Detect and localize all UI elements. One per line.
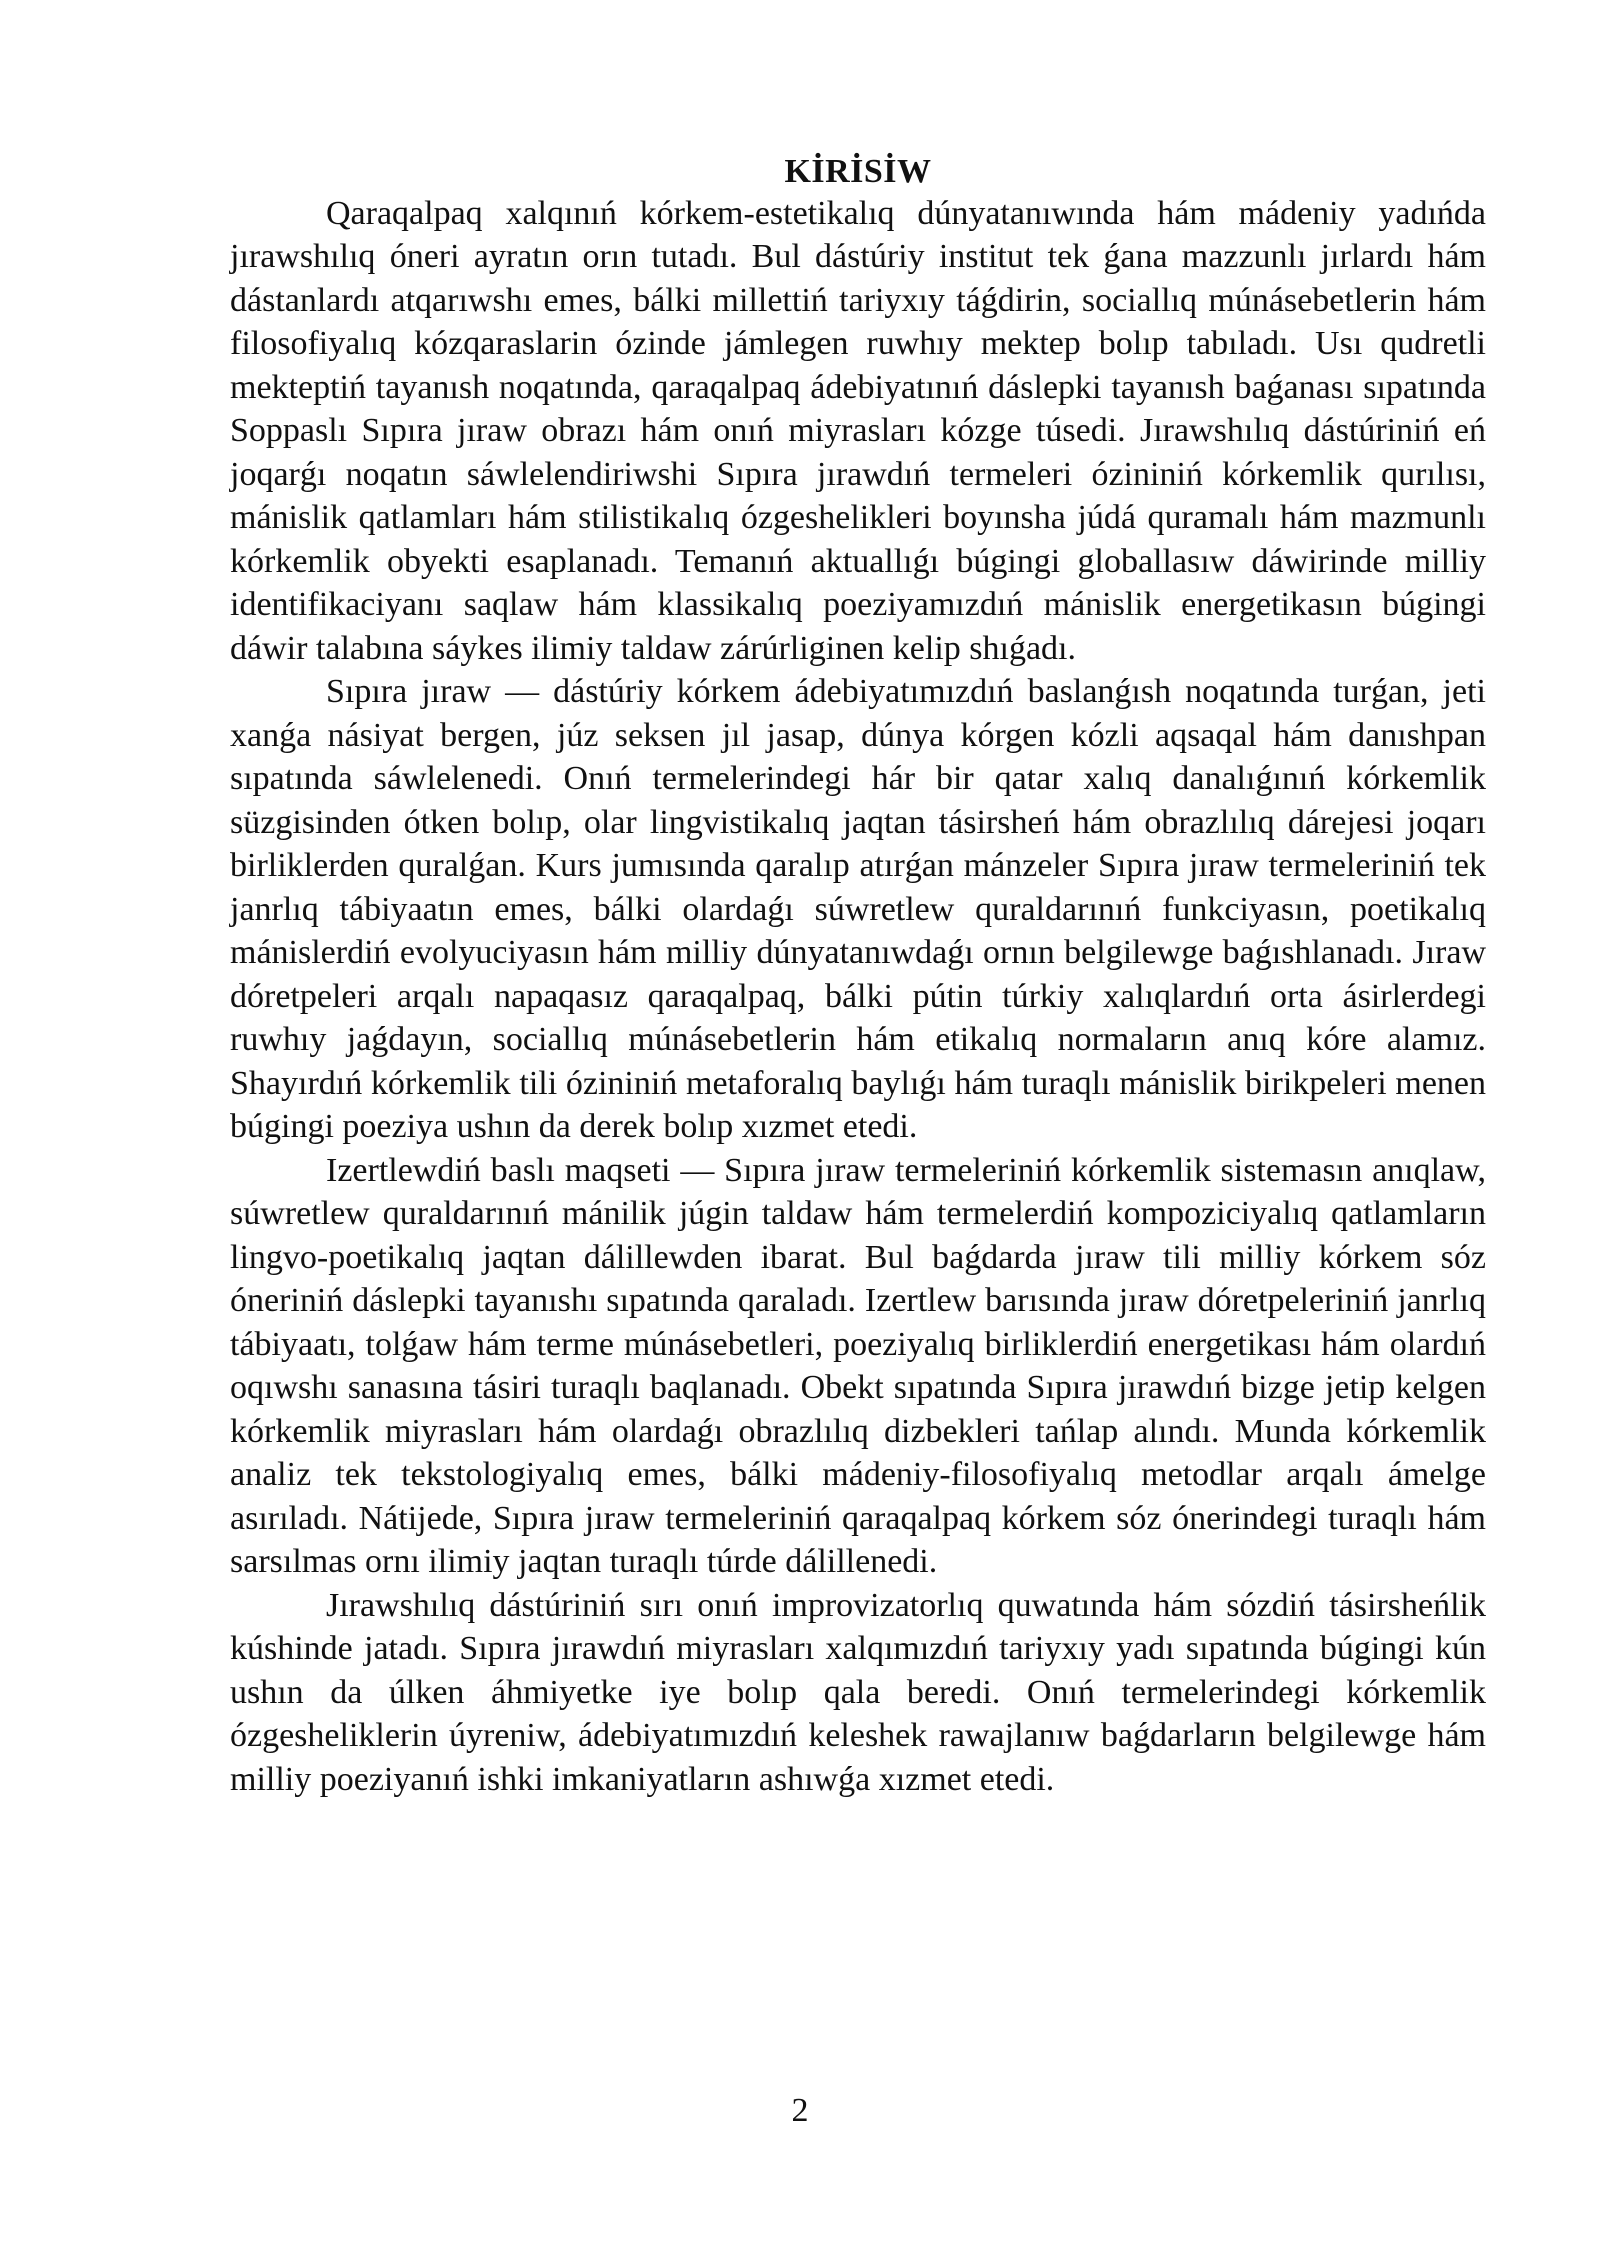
paragraph-sipira: Sıpıra jıraw — dástúriy kórkem ádebiyatımızdıń baslanǵısh noqatında turǵan, jeti xanǵa násiyat bergen, júz seksen jıl jasap, dúnya kórgen kózli aqsaqal hám danıshpan sıpatında sáwlelenedi. Onıń termelerindegi hár bir qatar xalıq danalıǵınıń kórkemlik süzgisinden ótken bolıp, olar lingvistikalıq jaqtan tásirsheń hám obrazlılıq dárejesi joqarı birliklerden quralǵan. Kurs jumısında qaralıp atırǵan mánzeler Sıpıra jıraw termeleriniń tek janrlıq tábiyaatın emes, bálki olardaǵı súwretlew quraldarınıń funkciyasın, poetikalıq mánislerdiń evolyuciyasın hám milliy dúnyatanıwdaǵı ornın belgilewge baǵıshlanadı. Jıraw dóretpeleri arqalı napaqasız qaraqalpaq, bálki pútin túrkiy xalıqlardıń orta ásirlerdegi ruwhıy jaǵdayın, sociallıq múnásebetlerin hám etikalıq normaların anıq kóre alamız. Shayırdıń kórkemlik tili ózininiń metaforalıq baylıǵı hám turaqlı mánislik birikpeleri menen búgingi poeziya ushın da derek bolıp xızmet etedi. [230, 673, 1486, 1145]
paragraph-conclusion: Jırawshılıq dástúriniń sırı onıń improvizatorlıq quwatında hám sózdiń tásirsheńlik kúshinde jatadı. Sıpıra jırawdıń miyrasları xalqımızdıń tariyxıy yadı sıpatında búgingi kún ushın da úlken áhmiyetke iye bolıp qala beredi. Onıń termelerindegi kórkemlik ózgesheliklerin úyreniw, ádebiyatımızdıń keleshek rawajlanıw baǵdarların belgilewge hám milliy poeziyanıń ishki imkaniyatların ashıwǵa xızmet etedi. [230, 1586, 1486, 1798]
paragraph-intro: Qaraqalpaq xalqınıń kórkem-estetikalıq dúnyatanıwında hám mádeniy yadıńda jırawshılıq óneri ayratın orın tutadı. Bul dástúriy institut tek ǵana mazzunlı jırlardı hám dástanlardı atqarıwshı emes, bálki millettiń tariyxıy táǵdirin, sociallıq múnásebetlerin hám filosofiyalıq kózqaraslarin ózinde jámlegen ruwhıy mektep bolıp tabıladı. Usı qudretli mekteptiń tayanısh noqatında, qaraqalpaq ádebiyatınıń dáslepki tayanısh baǵanası sıpatında Soppaslı Sıpıra jıraw obrazı hám onıń miyrasları kózge túsedi. Jırawshılıq dástúriniń eń joqarǵı noqatın sáwlelendiriwshi Sıpıra jırawdıń termeleri ózininiń kórkemlik qurılısı, mánislik qatlamları hám stilistikalıq ózgeshelikleri boyınsha júdá quramalı hám mazmunlı kórkemlik obyekti esaplanadı. Temanıń aktuallıǵı búgingi globallasıw dáwirinde milliy identifikaciyanı saqlaw hám klassikalıq poeziyamızdıń mánislik energetikasın búgingi dáwir talabına sáykes ilimiy taldaw zárúrliginen kelip shıǵadı. [230, 194, 1486, 667]
document-body [230, 150, 1486, 1801]
page-number: 2 [791, 2092, 809, 2129]
section-title: KİRİSİW [784, 153, 932, 190]
paragraph-research-goal: Izertlewdiń baslı maqseti — Sıpıra jıraw termeleriniń kórkemlik sistemasın anıqlaw, súwretlew quraldarınıń mánilik júgin taldaw hám termelerdiń kompoziciyalıq qatlamların lingvo-poetikalıq jaqtan dálillewden ibarat. Bul baǵdarda jıraw tili milliy kórkem sóz óneriniń dáslepki tayanıshı sıpatında qaraladı. Izertlew barısında jıraw dóretpeleriniń janrlıq tábiyaatı, tolǵaw hám terme múnásebetleri, poeziyalıq birliklerdiń energetikası hám olardıń oqıwshı sanasına tásiri turaqlı baqlanadı. Obekt sıpatında Sıpıra jırawdıń bizge jetip kelgen kórkemlik miyrasları hám olardaǵı obrazlılıq dizbekleri tańlap alındı. Munda kórkemlik analiz tek tekstologiyalıq emes, bálki mádeniy-filosofiyalıq metodlar arqalı ámelge asırıladı. Nátijede, Sıpıra jıraw termeleriniń qaraqalpaq kórkem sóz ónerindegi turaqlı hám sarsılmas ornı ilimiy jaqtan turaqlı túrde dálillenedi. [230, 1151, 1486, 1580]
